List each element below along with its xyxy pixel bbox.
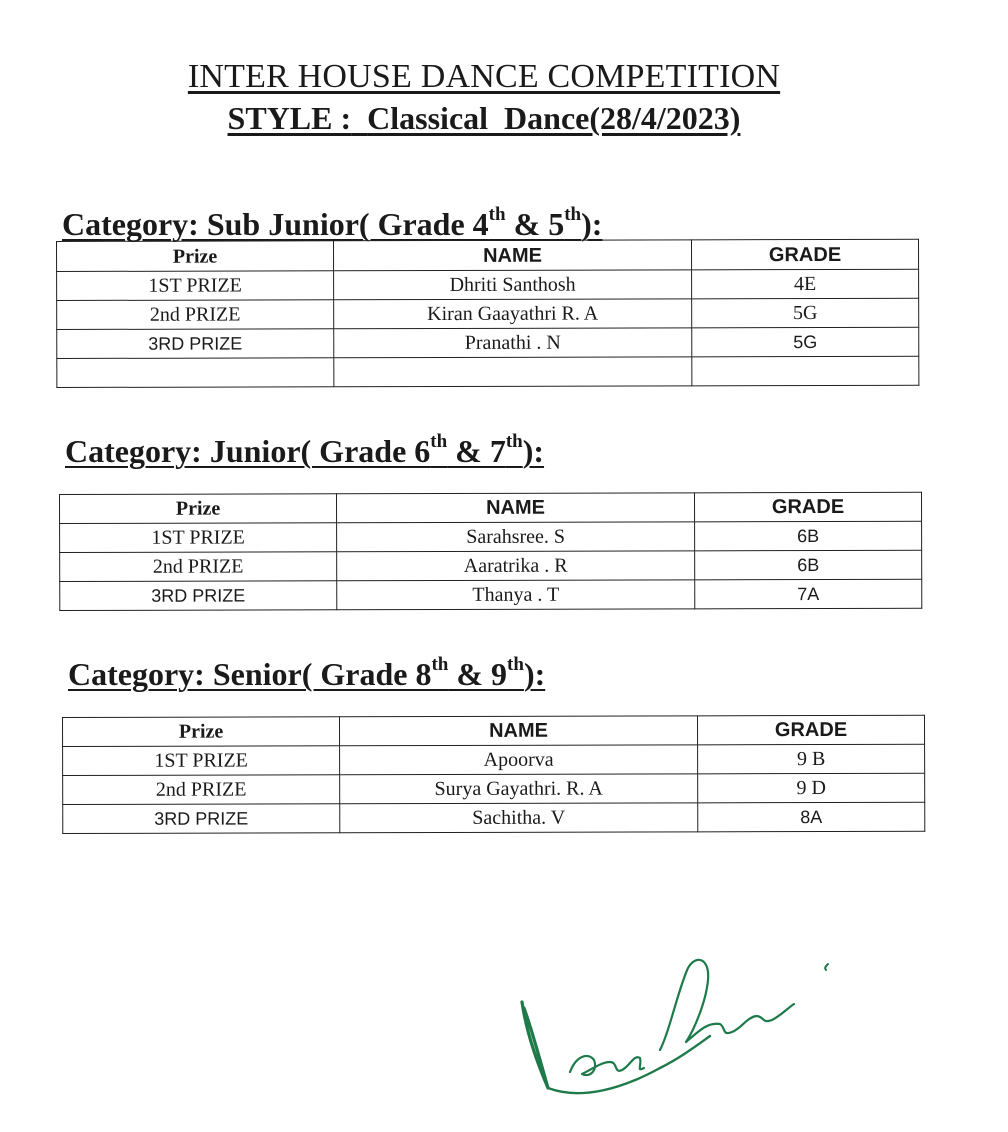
- prize-cell: 1ST PRIZE: [57, 271, 334, 301]
- grade-cell: 9 D: [698, 773, 925, 803]
- signature-icon: [510, 950, 840, 1110]
- category-heading-junior: [65, 433, 544, 470]
- category-heading-sub-junior: [62, 206, 602, 243]
- category-heading-text: Category: Junior( Grade 6: [65, 433, 431, 469]
- grade-cell: 6B: [695, 521, 922, 551]
- category-heading-text: ):: [522, 433, 545, 469]
- signature-stroke: [825, 964, 828, 970]
- table-row: [63, 802, 925, 833]
- name-cell: Apoorva: [340, 745, 698, 775]
- name-cell: Surya Gayathri. R. A: [340, 774, 698, 804]
- column-header-grade: GRADE: [691, 239, 918, 270]
- ordinal-suffix: th: [507, 654, 524, 675]
- table-header-row: [57, 239, 919, 271]
- table-row: [60, 579, 922, 610]
- ordinal-suffix: th: [564, 204, 582, 225]
- name-cell: Kiran Gaayathri R. A: [334, 299, 692, 329]
- grade-cell: 5G: [692, 298, 919, 328]
- table-row: [60, 550, 922, 581]
- grade-cell: 6B: [695, 550, 922, 580]
- prize-cell: 1ST PRIZE: [63, 746, 340, 776]
- signature-stroke: [660, 960, 794, 1050]
- ordinal-suffix: th: [430, 431, 448, 452]
- signature-strokes: [522, 960, 828, 1093]
- empty-cell: [57, 358, 334, 388]
- name-cell: Aaratrika . R: [337, 551, 695, 581]
- column-header-name: NAME: [337, 493, 695, 523]
- ordinal-suffix: th: [431, 654, 449, 675]
- column-header-prize: Prize: [63, 717, 340, 747]
- senior-results-table: [62, 715, 925, 834]
- name-cell: Sarahsree. S: [337, 522, 695, 552]
- signature-stroke: [570, 1056, 644, 1075]
- category-heading-senior: [68, 656, 545, 693]
- category-heading-text: Category: Sub Junior( Grade 4: [62, 206, 489, 242]
- grade-cell: 4E: [692, 269, 919, 299]
- table-row: [57, 269, 919, 300]
- prize-cell: 2nd PRIZE: [60, 552, 337, 582]
- prize-cell: 3RD PRIZE: [57, 329, 334, 359]
- column-header-grade: GRADE: [694, 492, 921, 522]
- category-heading-text: & 7: [447, 433, 506, 469]
- prize-cell: 3RD PRIZE: [60, 581, 337, 611]
- name-cell: Pranathi . N: [334, 328, 692, 358]
- table-row-empty: [57, 356, 919, 387]
- column-header-prize: Prize: [57, 241, 334, 272]
- prize-cell: 3RD PRIZE: [63, 804, 340, 834]
- sub-junior-results-table: [56, 239, 919, 388]
- column-header-name: NAME: [340, 716, 698, 746]
- column-header-grade: GRADE: [697, 715, 924, 745]
- category-heading-text: Category: Senior( Grade 8: [68, 656, 432, 692]
- category-heading-text: & 9: [448, 656, 508, 692]
- prize-cell: 2nd PRIZE: [57, 300, 334, 330]
- name-cell: Thanya . T: [337, 580, 695, 610]
- junior-results-table: [59, 492, 922, 611]
- document-title: INTER HOUSE DANCE COMPETITION: [187, 58, 781, 95]
- name-cell: Sachitha. V: [340, 803, 698, 833]
- ordinal-suffix: th: [505, 431, 523, 452]
- grade-cell: 9 B: [698, 744, 925, 774]
- prize-cell: 1ST PRIZE: [60, 523, 337, 553]
- table-header-row: [60, 492, 922, 523]
- table-row: [60, 521, 922, 552]
- grade-cell: 7A: [695, 579, 922, 609]
- category-heading-text: & 5: [505, 206, 565, 242]
- style-value: Classical Dance(28/4/2023): [367, 100, 741, 136]
- column-header-prize: Prize: [60, 494, 337, 524]
- signature-stroke: [522, 1002, 548, 1088]
- name-cell: Dhriti Santhosh: [334, 270, 692, 300]
- table-row: [57, 327, 919, 358]
- table-row: [63, 744, 925, 775]
- category-heading-text: ):: [581, 206, 603, 242]
- empty-cell: [692, 356, 919, 386]
- ordinal-suffix: th: [488, 204, 506, 225]
- style-label: STYLE :: [227, 100, 352, 136]
- table-row: [63, 773, 925, 804]
- empty-cell: [334, 357, 692, 387]
- style-line: [0, 100, 968, 137]
- category-heading-text: ):: [523, 656, 546, 692]
- column-header-name: NAME: [334, 240, 692, 271]
- grade-cell: 5G: [692, 327, 919, 357]
- table-row: [57, 298, 919, 329]
- grade-cell: 8A: [698, 802, 925, 832]
- table-header-row: [63, 715, 925, 746]
- prize-cell: 2nd PRIZE: [63, 775, 340, 805]
